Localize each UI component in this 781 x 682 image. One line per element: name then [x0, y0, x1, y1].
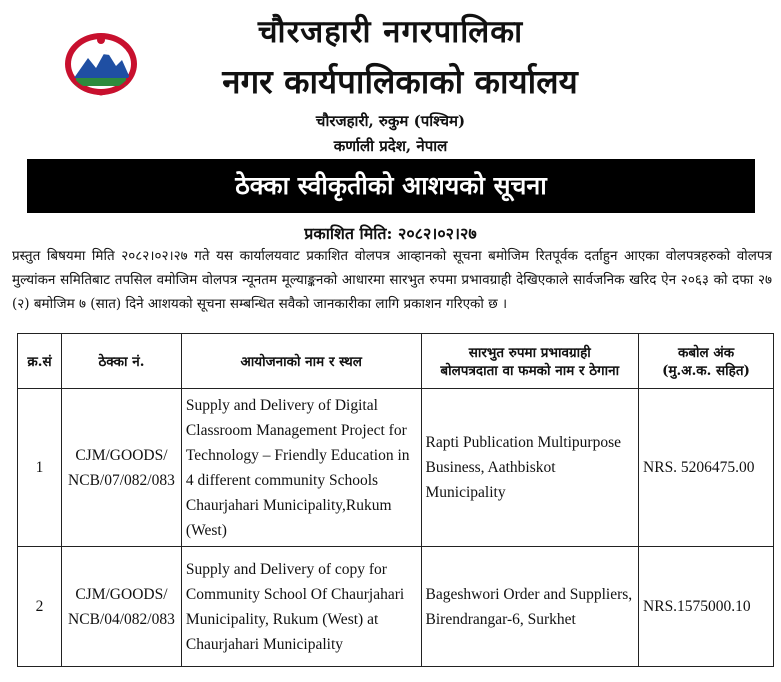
row-project: Supply and Delivery of Digital Classroom Management Project for Technology – Friendly Education in 4 different community Schools Chaurjahari Municipality,Rukum (West) — [181, 389, 421, 547]
notice-title: ठेक्का स्वीकृतीको आशयको सूचना — [27, 159, 755, 213]
header-amount-line1: कबोल अंक — [677, 345, 735, 361]
row-sn: 2 — [18, 547, 62, 667]
header-bidder — [421, 334, 639, 389]
header-sn: क्र.सं — [18, 334, 62, 389]
table-row — [18, 547, 774, 667]
address-line-2: कर्णाली प्रदेश, नेपाल — [333, 137, 448, 155]
header-bidder-line1: सारभुत रुपमा प्रभावग्राही — [468, 345, 591, 361]
row-bidder: Bageshwori Order and Suppliers, Birendrangar-6, Surkhet — [421, 547, 639, 667]
row-amount: NRS.1575000.10 — [639, 547, 774, 667]
contract-table — [17, 333, 774, 667]
table-header-row — [18, 334, 774, 389]
address-line-1: चौरजहारी, रुकुम (पश्चिम) — [315, 112, 466, 130]
org-name: चौरजहारी नगरपालिका — [257, 14, 524, 50]
row-contract-no: CJM/GOODS/ NCB/04/082/083 — [61, 547, 181, 667]
published-date: प्रकाशित मिति: २०८२।०२।२७ — [304, 224, 477, 243]
row-amount: NRS. 5206475.00 — [639, 389, 774, 547]
header-project: आयोजनाको नाम र स्थल — [181, 334, 421, 389]
row-project: Supply and Delivery of copy for Community School Of Chaurjahari Municipality, Rukum (West) at Chaurjahari Municipality — [181, 547, 421, 667]
row-bidder: Rapti Publication Multipurpose Business, Aathbiskot Municipality — [421, 389, 639, 547]
notice-body: प्रस्तुत बिषयमा मिति २०८२।०२।२७ गते यस कार्यालयवाट प्रकाशित वोलपत्र आव्हानको सूचना बमोजिम रितपूर्वक दर्ताहुन आएका वोलपत्रहरुको वोलपत्र मुल्यांकन समितिबाट तपसिल वमोजिम वोलपत्र न्यूनतम मूल्याङ्कनको आधारमा सारभुत रुपमा प्रभावग्राही देखिएकाले सार्वजनिक खरिद ऐन २०६३ को दफा २७ (२) बमोजिम ७ (सात) दिने आशयको सूचना सम्बन्धित सवैको जानकारीका लागि प्रकाशन गरिएको छ । — [12, 248, 772, 312]
header-contract-no: ठेक्का नं. — [61, 334, 181, 389]
office-name: नगर कार्यपालिकाको कार्यालय — [222, 62, 578, 101]
row-contract-no: CJM/GOODS/ NCB/07/082/083 — [61, 389, 181, 547]
row-sn: 1 — [18, 389, 62, 547]
header-amount — [639, 334, 774, 389]
table-row — [18, 389, 774, 547]
header-amount-line2: (मु.अ.क. सहित) — [662, 363, 750, 379]
header-bidder-line2: बोलपत्रदाता वा फमको नाम र ठेगाना — [440, 363, 620, 379]
